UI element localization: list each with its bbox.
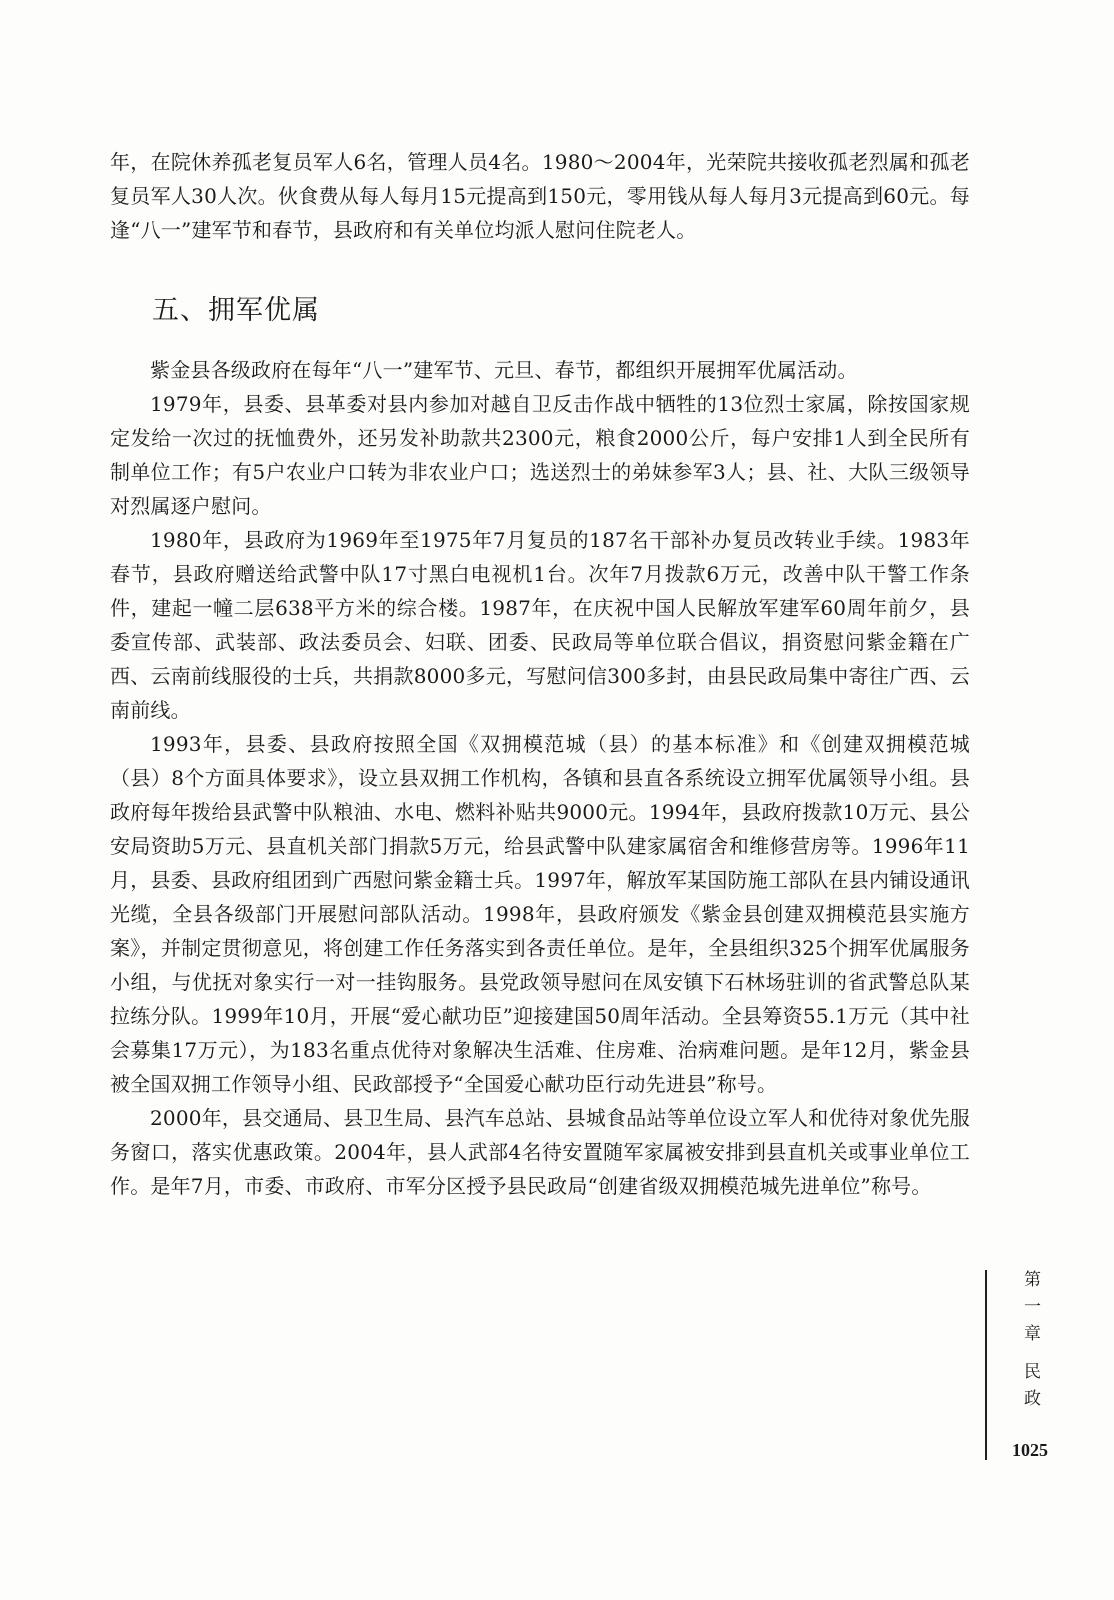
continuation-paragraph: 年，在院休养孤老复员军人6名，管理人员4名。1980～2004年，光荣院共接收孤老烈属和孤老复员军人30人次。伙食费从每人每月15元提高到150元，零用钱从每人每月3元提高到60元。每逢“八一”建军节和春节，县政府和有关单位均派人慰问住院老人。 <box>110 150 970 242</box>
body-text <box>110 145 970 1203</box>
page-number: 1025 <box>1012 1440 1048 1460</box>
paragraph: 紫金县各级政府在每年“八一”建军节、元旦、春节，都组织开展拥军优属活动。 <box>150 358 858 382</box>
chapter-label: 第一章 <box>1020 1270 1040 1351</box>
margin-rule <box>985 1270 987 1460</box>
chapter-sidebar <box>1000 1270 1060 1461</box>
paragraph: 2000年，县交通局、县卫生局、县汽车总站、县城食品站等单位设立军人和优待对象优先服务窗口，落实优惠政策。2004年，县人武部4名待安置随军家属被安排到县直机关或事业单位工作。是年7月，市委、市政府、市军分区授予县民政局“创建省级双拥模范城先进单位”称号。 <box>110 1106 970 1198</box>
paragraph: 1979年，县委、县革委对县内参加对越自卫反击作战中牺牲的13位烈士家属，除按国家规定发给一次过的抚恤费外，还另发补助款共2300元，粮食2000公斤，每户安排1人到全民所有制单位工作；有5户农业户口转为非农业户口；选送烈士的弟妹参军3人；县、社、大队三级领导对烈属逐户慰问。 <box>110 392 970 518</box>
paragraph: 1980年，县政府为1969年至1975年7月复员的187名干部补办复员改转业手续。1983年春节，县政府赠送给武警中队17寸黑白电视机1台。次年7月拨款6万元，改善中队干警工作条件，建起一幢二层638平方米的综合楼。1987年，在庆祝中国人民解放军建军60周年前夕，县委宣传部、武装部、政法委员会、妇联、团委、民政局等单位联合倡议，捐资慰问紫金籍在广西、云南前线服役的士兵，共捐款8000多元，写慰问信300多封，由县民政局集中寄往广西、云南前线。 <box>110 528 970 722</box>
topic-label: 民政 <box>1020 1362 1040 1416</box>
section-heading: 五、拥军优属 <box>152 295 320 326</box>
paragraph: 1993年，县委、县政府按照全国《双拥模范城（县）的基本标准》和《创建双拥模范城（县）8个方面具体要求》，设立县双拥工作机构，各镇和县直各系统设立拥军优属领导小组。县政府每年拨给县武警中队粮油、水电、燃料补贴共9000元。1994年，县政府拨款10万元、县公安局资助5万元、县直机关部门捐款5万元，给县武警中队建家属宿舍和维修营房等。1996年11月，县委、县政府组团到广西慰问紫金籍士兵。1997年，解放军某国防施工部队在县内铺设通讯光缆，全县各级部门开展慰问部队活动。1998年，县政府颁发《紫金县创建双拥模范县实施方案》，并制定贯彻意见，将创建工作任务落实到各责任单位。是年，全县组织325个拥军优属服务小组，与优抚对象实行一对一挂钩服务。县党政领导慰问在凤安镇下石林场驻训的省武警总队某拉练分队。1999年10月，开展“爱心献功臣”迎接建国50周年活动。全县筹资55.1万元（其中社会募集17万元），为183名重点优待对象解决生活难、住房难、治病难问题。是年12月，紫金县被全国双拥工作领导小组、民政部授予“全国爱心献功臣行动先进县”称号。 <box>110 732 970 1096</box>
